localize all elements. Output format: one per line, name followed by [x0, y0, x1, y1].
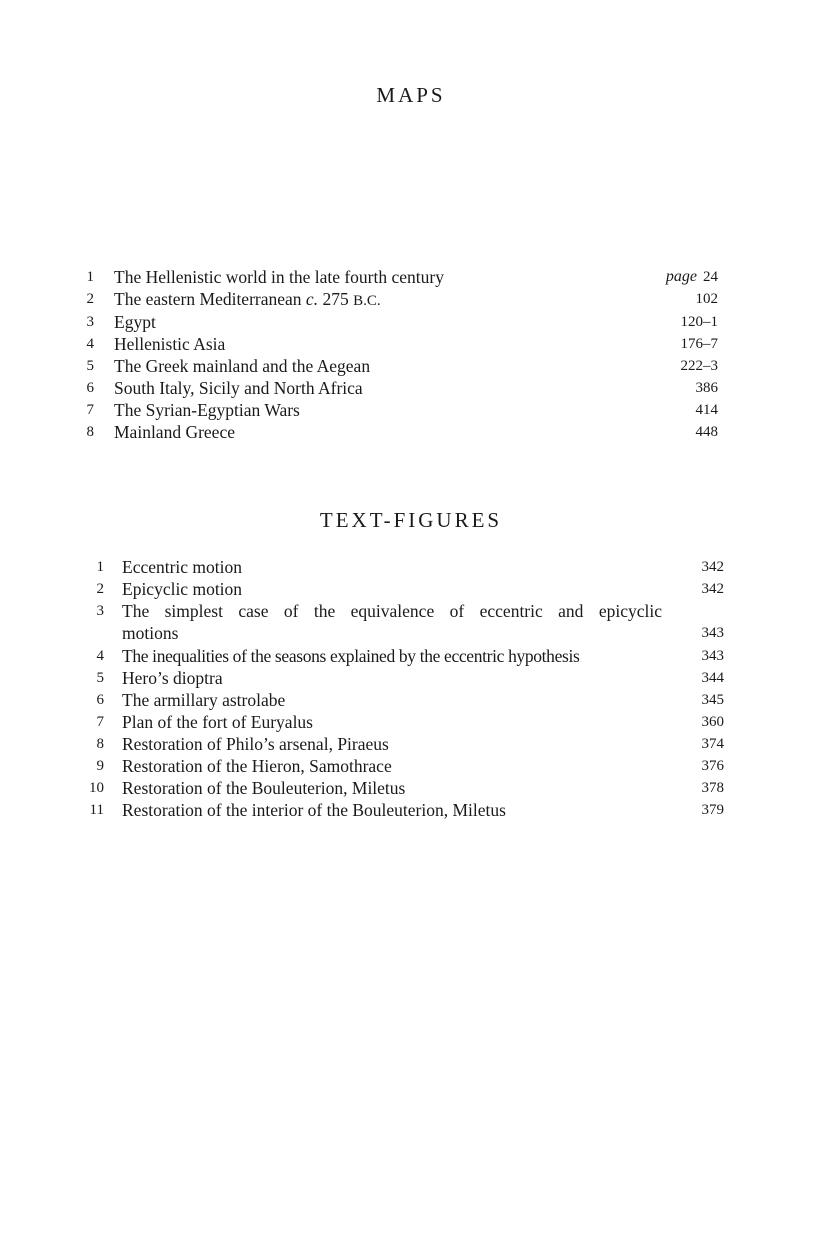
figure-number: 1 [96, 559, 104, 575]
figure-entry [0, 755, 822, 777]
circa-abbrev: c. [305, 289, 319, 309]
figure-page: 343 [701, 625, 724, 641]
figure-number: 5 [96, 670, 104, 686]
figure-entry [0, 578, 822, 600]
map-entry [0, 399, 822, 421]
page-word: page [665, 268, 697, 285]
figure-number: 2 [96, 581, 104, 597]
map-entry [0, 333, 822, 355]
map-title: Hellenistic Asia [114, 334, 226, 354]
map-number: 2 [86, 291, 94, 307]
figure-page: 345 [701, 692, 724, 708]
figure-page: 378 [701, 780, 724, 796]
figure-number: 9 [96, 758, 104, 774]
map-entry [0, 288, 822, 310]
map-title: South Italy, Sicily and North Africa [114, 378, 363, 398]
map-page: 24 [703, 269, 718, 285]
map-entry [0, 266, 822, 288]
map-page: 102 [695, 291, 718, 307]
map-number: 5 [86, 358, 94, 374]
map-title [114, 288, 381, 312]
map-page: 414 [695, 402, 718, 418]
figure-title: Epicyclic motion [122, 579, 243, 599]
era-abbrev: B.C. [353, 293, 381, 309]
figure-page: 342 [701, 559, 724, 575]
figure-page: 379 [701, 802, 724, 818]
figure-page: 360 [701, 714, 724, 730]
figure-entry [0, 556, 822, 578]
map-title-part: 275 [318, 289, 354, 309]
figure-page: 374 [701, 736, 724, 752]
figure-page: 343 [701, 648, 724, 664]
figure-title: Plan of the fort of Euryalus [122, 712, 313, 732]
map-page: 120–1 [680, 314, 718, 330]
figure-number: 10 [89, 780, 104, 796]
figure-entry [0, 711, 822, 733]
figure-entry [0, 667, 822, 689]
figure-title: Restoration of the Hieron, Samothrace [122, 756, 392, 776]
map-title: The Greek mainland and the Aegean [114, 356, 371, 376]
figure-entry [0, 600, 822, 622]
map-entry [0, 311, 822, 333]
figure-number: 8 [96, 736, 104, 752]
map-number: 4 [86, 336, 94, 352]
map-entry [0, 355, 822, 377]
figure-page: 344 [701, 670, 724, 686]
map-number: 7 [86, 402, 94, 418]
figure-entry [0, 733, 822, 755]
figure-entry [0, 645, 822, 667]
map-title: Egypt [114, 312, 156, 332]
figure-title: Eccentric motion [122, 557, 243, 577]
map-entry [0, 421, 822, 443]
figure-title: The armillary astrolabe [122, 690, 286, 710]
map-page: 176–7 [680, 336, 718, 352]
map-number: 3 [86, 314, 94, 330]
figure-entry [0, 777, 822, 799]
figure-number: 4 [96, 648, 104, 664]
map-title: The Syrian-Egyptian Wars [114, 400, 300, 420]
map-page: 386 [695, 380, 718, 396]
map-number: 6 [86, 380, 94, 396]
figure-entry [0, 799, 822, 821]
figure-title: Restoration of the Bouleuterion, Miletus [122, 778, 406, 798]
map-number: 8 [86, 424, 94, 440]
figure-page: 342 [701, 581, 724, 597]
figure-entry-continuation [0, 622, 822, 644]
figure-title: Restoration of Philo’s arsenal, Piraeus [122, 734, 389, 754]
figure-title: The inequalities of the seasons explained by the eccentric hypothesis [122, 646, 580, 666]
map-title: Mainland Greece [114, 422, 235, 442]
figure-title: Hero’s dioptra [122, 668, 223, 688]
maps-heading: MAPS [376, 83, 446, 107]
map-title: The Hellenistic world in the late fourth century [114, 267, 444, 287]
figure-title: Restoration of the interior of the Bouleuterion, Miletus [122, 800, 506, 820]
map-title-part: The eastern Mediterranean [114, 289, 306, 309]
map-entry [0, 377, 822, 399]
map-page-cell [666, 266, 718, 288]
figure-number: 6 [96, 692, 104, 708]
figure-title: The simplest case of the equivalence of eccentric and epicyclic [122, 601, 662, 621]
figure-entry [0, 689, 822, 711]
figure-page: 376 [701, 758, 724, 774]
map-page: 222–3 [680, 358, 718, 374]
text-figures-heading: TEXT-FIGURES [319, 508, 503, 532]
figure-title-continuation: motions [122, 623, 179, 643]
map-page: 448 [695, 424, 718, 440]
figure-number: 7 [96, 714, 104, 730]
figure-number: 3 [96, 603, 104, 619]
figure-number: 11 [89, 802, 104, 818]
map-number: 1 [86, 269, 94, 285]
